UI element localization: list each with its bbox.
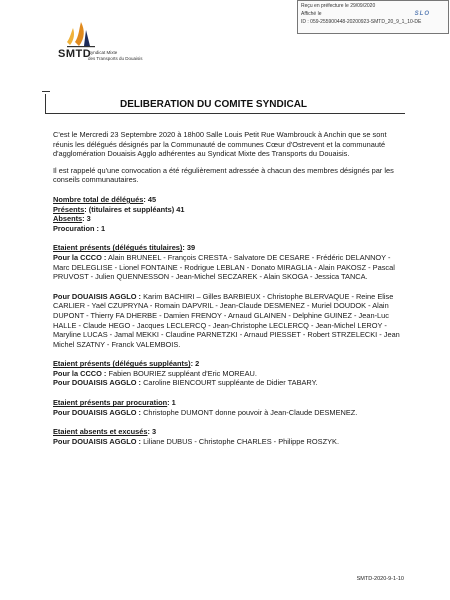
total-delegates xyxy=(53,195,405,205)
absents-heading xyxy=(53,427,405,437)
procuration-agglo xyxy=(53,408,405,418)
logo-name: SMTD xyxy=(58,48,92,60)
suppleants-agglo-label: Pour DOUAISIS AGGLO : xyxy=(53,378,142,388)
absents-value: : 3 xyxy=(82,214,91,224)
titulaires-agglo-label: Pour DOUAISIS AGGLO : xyxy=(53,291,142,301)
stamp-id-line: ID : 059-255900448-20200923-SMTD_20_9_1_10-DE xyxy=(301,19,422,25)
absents-heading-label: Etaient absents et excusés xyxy=(53,427,148,437)
convocation-paragraph: Il est rappelé qu'une convocation a été régulièrement adressée à chacun des membres désignés par les conseils communautaires. xyxy=(53,165,394,185)
titulaires-heading-label: Etaient présents (délégués titulaires) xyxy=(53,243,183,253)
absents-agglo xyxy=(53,437,405,447)
page-title: DELIBERATION DU COMITE SYNDICAL xyxy=(120,99,308,110)
absents-agglo-names: Liliane DUBUS - Christophe CHARLES - Philippe ROSZYK. xyxy=(141,436,339,446)
presents-value: : (titulaires et suppléants) 41 xyxy=(84,204,185,214)
absents-heading-count: : 3 xyxy=(147,427,157,437)
logo-subtitle xyxy=(88,50,168,62)
titulaires-agglo-names: Karim BACHIRI – Gilles BARBIEUX - Christophe BLERVAQUE - Reine Elise CARLIER - Yaël CZUPRYNA - Romain DAPVRIL - Jean-Claude DESMENEZ - Muriel DOUDOK - Alain DUPONT - Thierry FA DHERBE - Damien FRENOY - Arnaud GLAINEN - Delphine GUINEZ - Jean-Luc HALLE - Claude HEGO - Jacques LECLERCQ - Jean-Christophe LECLERCQ - Jean-Michel LEROY - Maryline LUCAS - Jamal MEKKI - Claudine PARNETZKI - Arnaud PIESSET - Robert STRZELECKI - Jean Michel SZATNY - Franck VALEMBOIS. xyxy=(53,291,400,349)
suppleants-ccco-names: Fabien BOURIEZ suppléant d'Eric MOREAU. xyxy=(106,368,257,378)
titulaires-count: : 39 xyxy=(182,243,196,253)
procuration-heading-count: : 1 xyxy=(167,398,176,408)
absents-label: Absents xyxy=(53,214,83,224)
document-reference: SMTD-2020-9-1-10 xyxy=(356,576,404,582)
total-label: Nombre total de délégués xyxy=(53,194,144,204)
titulaires-heading xyxy=(53,243,405,253)
absent-delegates xyxy=(53,214,405,224)
procuration-heading-label: Etaient présents par procuration xyxy=(53,398,168,408)
stamp-posted-line: Affiché le xyxy=(301,11,322,17)
titulaires-ccco-label: Pour la CCCO : xyxy=(53,252,107,262)
logo-subtitle-line1: Syndicat Mixte xyxy=(88,50,118,55)
procuration-agglo-names: Christophe DUMONT donne pouvoir à Jean-Claude DESMENEZ. xyxy=(141,407,358,417)
suppleants-count: : 2 xyxy=(190,359,200,369)
procuration-heading xyxy=(53,398,405,408)
prefecture-stamp xyxy=(297,0,449,34)
present-delegates xyxy=(53,205,405,215)
titulaires-agglo xyxy=(53,292,405,350)
suppleants-agglo xyxy=(53,378,405,388)
stamp-received-line: Reçu en préfecture le 29/09/2020 xyxy=(301,3,376,9)
suppleants-ccco-label: Pour la CCCO : xyxy=(53,368,107,378)
titulaires-ccco-names: Alain BRUNEEL - François CRESTA - Salvatore DE CESARE - Frédéric DELANNOY - Marc DELEGLISE - Lionel FONTAINE - Rodrigue LEBLAN - Donato MIRAGLIA - Alain PAKOSZ - Pascal PRUVOST - Julien QUENNESSON - Jean-Michel SECZAREK - Alain SKOGA - Jessica TANCA. xyxy=(53,252,395,282)
total-value: : 45 xyxy=(143,194,157,204)
absents-agglo-label: Pour DOUAISIS AGGLO : xyxy=(53,436,142,446)
titulaires-ccco xyxy=(53,253,405,282)
presents-label: Présents xyxy=(53,204,85,214)
deliberation-body xyxy=(53,130,405,446)
logo-subtitle-line2: des Transports du Douaisis xyxy=(88,56,143,61)
suppleants-ccco xyxy=(53,369,405,379)
suppleants-heading xyxy=(53,359,405,369)
procuration-agglo-label: Pour DOUAISIS AGGLO : xyxy=(53,407,142,417)
intro-paragraph: C'est le Mercredi 23 Septembre 2020 à 18h00 Salle Louis Petit Rue Wambrouck à Anchin que se sont réunis les délégués désignés par la Communauté de communes Cœur d'Ostrevent et la communauté d'agglomération Douaisis Agglo adhérentes au Syndicat Mixte des Transports du Douaisis. xyxy=(53,130,387,159)
procuration-count: Procuration : 1 xyxy=(53,223,106,233)
stamp-slo-mark: SLO xyxy=(414,11,430,17)
suppleants-agglo-names: Caroline BIENCOURT suppléante de Didier TABARY. xyxy=(141,378,318,388)
suppleants-heading-label: Etaient présents (délégués suppléants) xyxy=(53,359,191,369)
